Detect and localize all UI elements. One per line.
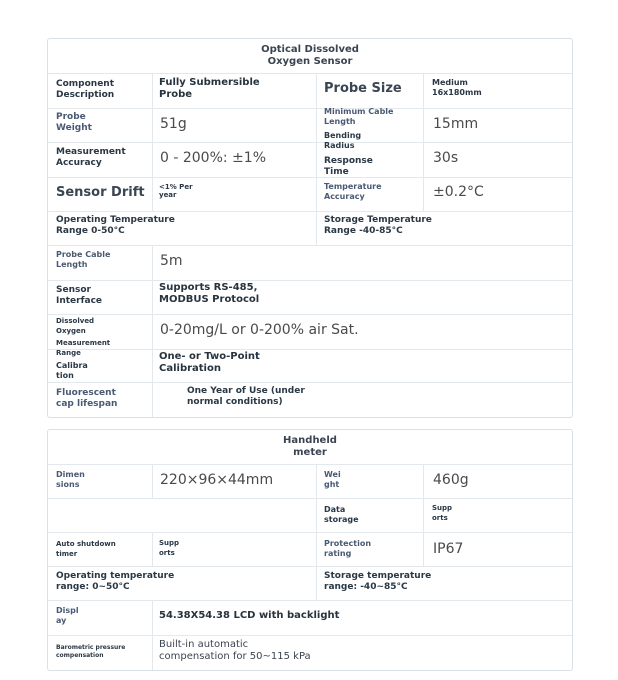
auto-shutdown-value: Supp orts	[159, 539, 180, 557]
barometric-label: Barometric pressure compensation	[56, 644, 126, 659]
do-range-label-bottom: Measurement Range	[56, 339, 111, 357]
probe-weight-value: 51g	[160, 116, 187, 132]
sensor-table-title: Optical Dissolved Oxygen Sensor	[261, 44, 359, 67]
probe-weight-label: Probe Weight	[56, 112, 92, 133]
bending-radius-value: 15mm	[433, 116, 479, 132]
measurement-accuracy-label: Measurement Accuracy	[56, 147, 126, 168]
do-range-value: 0-20mg/L or 0-200% air Sat.	[160, 322, 359, 338]
response-time-label: Response Time	[324, 156, 373, 177]
bending-radius-label: Bending Radius	[324, 131, 362, 150]
cable-length-value: 5m	[160, 253, 183, 269]
temperature-accuracy-label: Temperature Accuracy	[324, 182, 382, 201]
component-description-label: Component Description	[56, 79, 115, 100]
sensor-drift-value: <1% Per year	[159, 183, 193, 199]
meter-spec-table	[47, 429, 573, 671]
cable-length-label: Probe Cable Length	[56, 250, 111, 269]
probe-size-label: Probe Size	[324, 81, 402, 96]
display-value: 54.38X54.38 LCD with backlight	[159, 610, 340, 621]
storage-temperature: Storage Temperature Range -40-85°C	[324, 215, 432, 236]
temperature-accuracy-value: ±0.2°C	[433, 184, 484, 200]
weight-label: Wei ght	[324, 470, 341, 489]
component-description-value: Fully Submersible Probe	[159, 77, 260, 100]
calibration-value: One- or Two-Point Calibration	[159, 351, 260, 374]
display-label: Displ ay	[56, 606, 79, 625]
protection-rating-value: IP67	[433, 541, 464, 557]
dimensions-label: Dimen sions	[56, 470, 85, 489]
storage-temperature: Storage temperature range: -40~85°C	[324, 571, 432, 592]
sensor-spec-table	[47, 38, 573, 418]
operating-temperature: Operating temperature range: 0~50°C	[56, 571, 175, 592]
meter-table-title: Handheld meter	[283, 435, 337, 458]
weight-value: 460g	[433, 472, 469, 488]
auto-shutdown-label: Auto shutdown timer	[56, 540, 116, 558]
response-time-value: 30s	[433, 150, 459, 166]
dimensions-value: 220×96×44mm	[160, 472, 274, 488]
protection-rating-label: Protection rating	[324, 539, 372, 558]
cap-lifespan-value: One Year of Use (under normal conditions)	[187, 386, 305, 407]
probe-size-value: Medium 16x180mm	[432, 78, 482, 97]
sensor-interface-label: Sensor Interface	[56, 285, 103, 306]
barometric-value: Built-in automatic compensation for 50~115 kPa	[159, 639, 311, 662]
data-storage-value: Supp orts	[432, 504, 453, 522]
do-range-label-top: Dissolved Oxygen	[56, 317, 95, 335]
measurement-accuracy-value: 0 - 200%: ±1%	[160, 150, 266, 166]
calibration-label: Calibra tion	[56, 361, 88, 380]
sensor-interface-value: Supports RS-485, MODBUS Protocol	[159, 282, 260, 305]
min-cable-label: Minimum Cable Length	[324, 107, 394, 126]
sensor-drift-label: Sensor Drift	[56, 185, 145, 200]
cap-lifespan-label: Fluorescent cap lifespan	[56, 388, 118, 409]
data-storage-label: Data storage	[324, 505, 359, 524]
operating-temperature: Operating Temperature Range 0-50°C	[56, 215, 175, 236]
